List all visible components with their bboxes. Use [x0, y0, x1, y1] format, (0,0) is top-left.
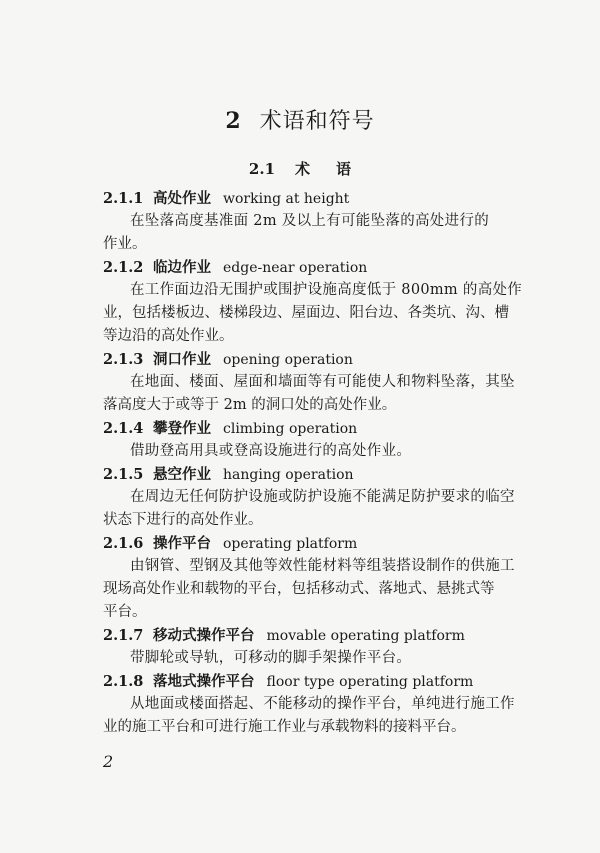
term-chinese: 攀登作业 [153, 420, 211, 437]
term-heading [103, 417, 533, 440]
term-definition-line: 带脚轮或导轨，可移动的脚手架操作平台。 [130, 650, 412, 666]
chapter-title [0, 104, 600, 135]
term-english: movable operating platform [266, 628, 465, 644]
term-definition-line: 平台。 [103, 604, 147, 620]
term-entry [103, 532, 533, 624]
term-number: 2.1.2 [103, 259, 144, 276]
term-number: 2.1.8 [103, 673, 144, 690]
term-number: 2.1.5 [103, 466, 144, 483]
section-title [0, 158, 600, 179]
term-definition-line: 在工作面边沿无围护或围护设施高度低于 800mm 的高处作 [130, 282, 523, 298]
term-chinese: 移动式操作平台 [153, 627, 255, 644]
term-definition-line: 等边沿的高处作业。 [103, 328, 234, 344]
term-definition-line: 从地面或楼面搭起、不能移动的操作平台，单纯进行施工作 [130, 696, 515, 712]
term-entry [103, 187, 533, 256]
section-title-part2: 语 [336, 160, 352, 178]
term-heading [103, 670, 533, 693]
term-chinese: 高处作业 [153, 190, 211, 207]
term-english: climbing operation [223, 421, 358, 437]
term-english: opening operation [223, 352, 353, 368]
term-heading [103, 348, 533, 371]
term-chinese: 临边作业 [153, 259, 211, 276]
term-english: floor type operating platform [266, 674, 474, 690]
term-number: 2.1.3 [103, 351, 144, 368]
term-definition-line: 作业。 [103, 236, 147, 252]
term-entry [103, 670, 533, 739]
term-chinese: 洞口作业 [153, 351, 211, 368]
term-english: hanging operation [223, 467, 354, 483]
term-heading [103, 256, 533, 279]
term-definition-line: 业，包括楼板边、楼梯段边、屋面边、阳台边、各类坑、沟、槽 [103, 305, 509, 321]
term-definition-line: 在周边无任何防护设施或防护设施不能满足防护要求的临空 [130, 489, 515, 505]
term-definition-line: 现场高处作业和载物的平台，包括移动式、落地式、悬挑式等 [103, 581, 495, 597]
term-heading [103, 187, 533, 210]
term-heading [103, 624, 533, 647]
chapter-number: 2 [225, 108, 242, 134]
term-entry [103, 417, 533, 463]
term-definition-line: 借助登高用具或登高设施进行的高处作业。 [130, 443, 412, 459]
term-definition-line: 状态下进行的高处作业。 [103, 512, 263, 528]
term-number: 2.1.1 [103, 190, 144, 207]
term-entry [103, 256, 533, 348]
page-number: 2 [103, 752, 114, 771]
term-heading [103, 463, 533, 486]
chapter-title-text: 术语和符号 [259, 109, 375, 134]
term-heading [103, 532, 533, 555]
term-entry [103, 624, 533, 670]
term-entry [103, 463, 533, 532]
term-number: 2.1.6 [103, 535, 144, 552]
term-chinese: 操作平台 [153, 535, 211, 552]
term-english: operating platform [223, 536, 358, 552]
term-definition-line: 在坠落高度基准面 2m 及以上有可能坠落的高处进行的 [130, 213, 489, 229]
term-chinese: 悬空作业 [153, 466, 211, 483]
term-number: 2.1.4 [103, 420, 144, 437]
term-definition-line: 由钢管、型钢及其他等效性能材料等组装搭设制作的供施工 [130, 558, 515, 574]
term-definition-line: 落高度大于或等于 2m 的洞口处的高处作业。 [103, 397, 397, 413]
term-definition-line: 在地面、楼面、屋面和墙面等有可能使人和物料坠落，其坠 [130, 374, 515, 390]
term-english: working at height [223, 191, 350, 207]
term-definition-line: 业的施工平台和可进行施工作业与承载物料的接料平台。 [103, 719, 466, 735]
section-number: 2.1 [248, 160, 276, 178]
term-entry [103, 348, 533, 417]
section-title-part1: 术 [295, 160, 311, 178]
terms-body [103, 187, 533, 739]
term-english: edge-near operation [223, 260, 368, 276]
term-number: 2.1.7 [103, 627, 144, 644]
term-chinese: 落地式操作平台 [153, 673, 255, 690]
